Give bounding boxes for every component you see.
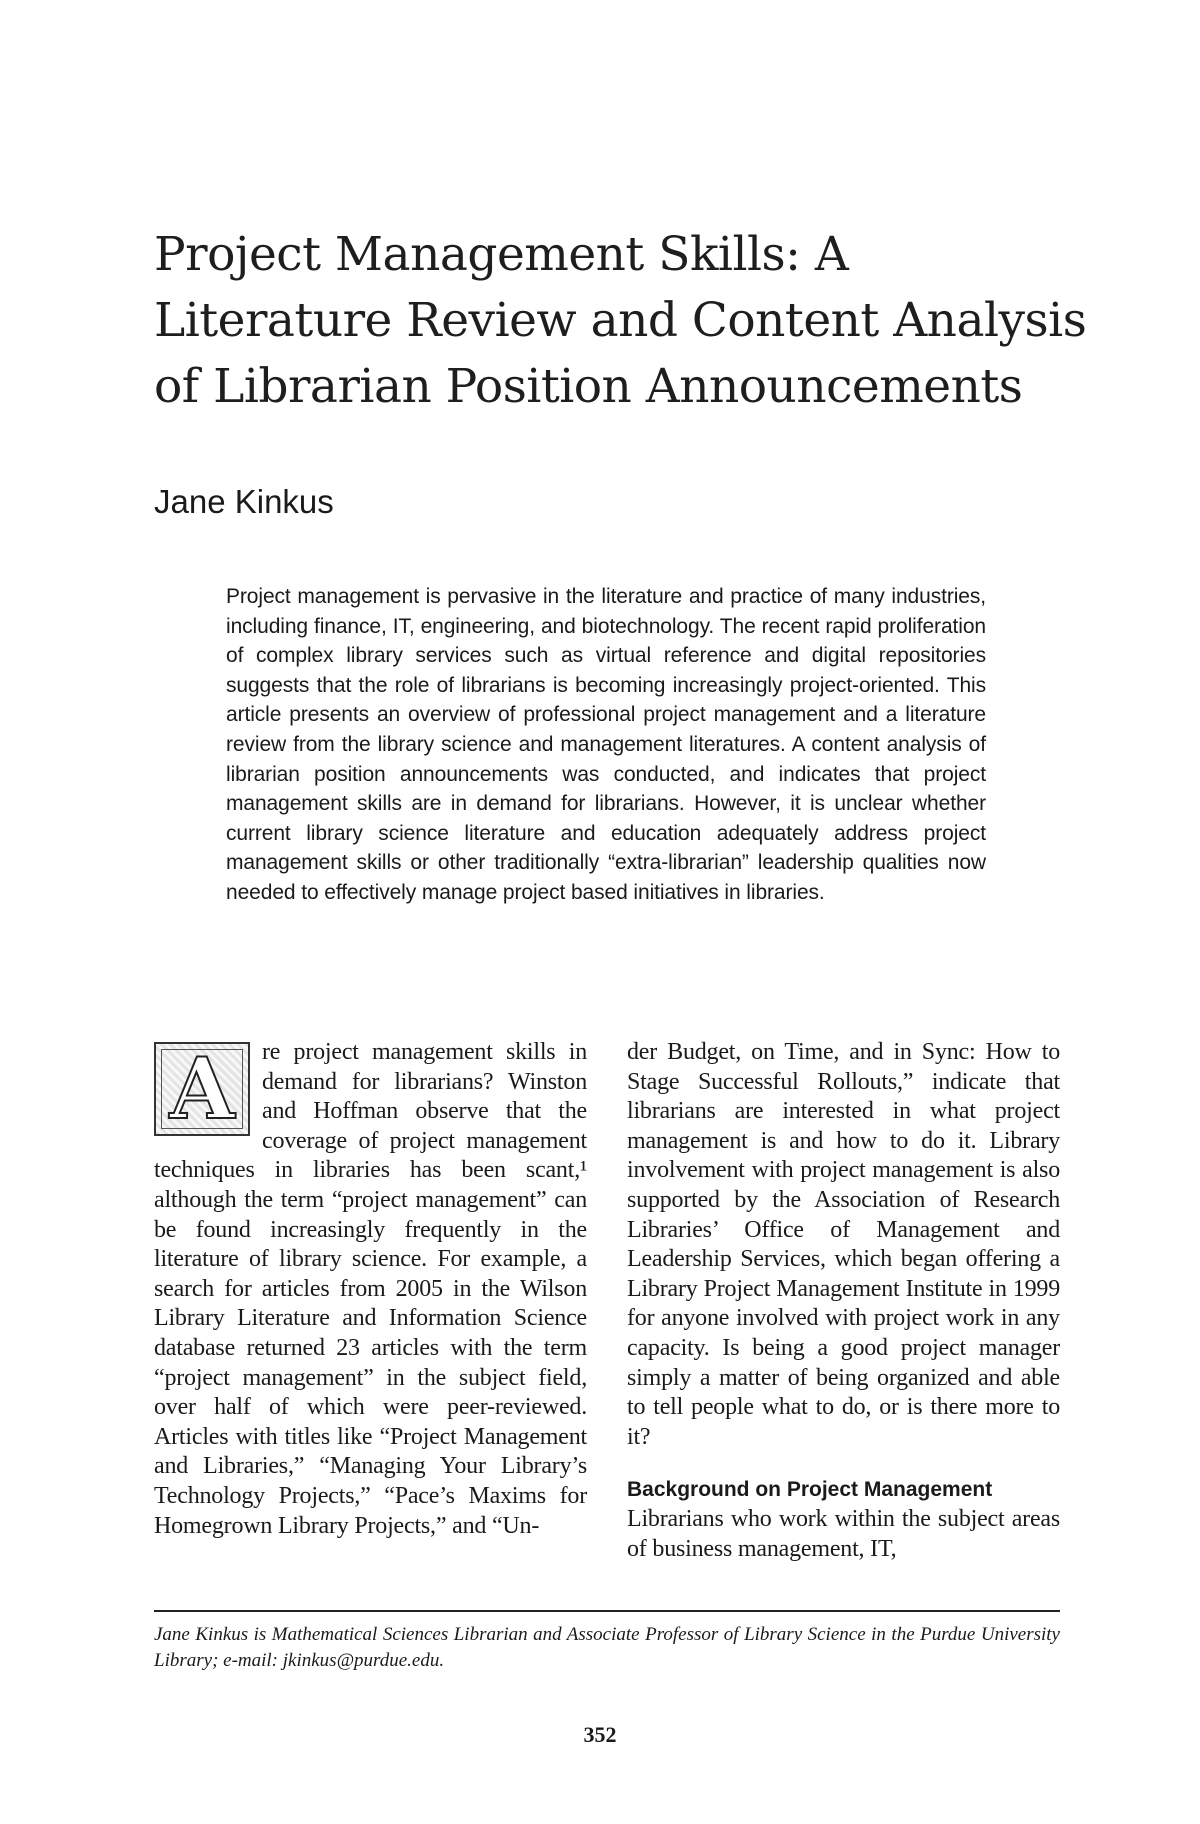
drop-cap-letter: A [169, 1039, 235, 1138]
page-number: 352 [583, 1722, 617, 1747]
section-paragraph: Librarians who work within the subject areas of business management, IT, [627, 1505, 1060, 1562]
body-column-left [154, 1038, 587, 1541]
drop-cap-frame [161, 1039, 243, 1138]
body-column-right [627, 1038, 1060, 1564]
author-footnote: Jane Kinkus is Mathematical Sciences Librarian and Associate Professor of Library Science in the Purdue University Library; e-mail: jkinkus@purdue.edu. [154, 1624, 1060, 1671]
drop-cap-ornament [154, 1039, 250, 1138]
body-paragraph-continued: der Budget, on Time, and in Sync: How to Stage Successful Rollouts,” indicate that librarians are interested in what project management is and how to do it. Library involvement with project management is also supported by the Association of Research Libraries’ Office of Management and Leadership Services, which began offering a Library Project Management Institute in 1999 for anyone involved with project work in any capacity. Is being a good project manager simply a matter of being organized and able to tell people what to do, or is there more to it? [627, 1039, 1060, 1450]
body-paragraph-intro: re project management skills in demand for librarians? Winston and Hoffman observe that the coverage of project management techniques in libraries has been scant,¹ although the term “project management” can be found increasingly frequently in the literature of library science. For example, a search for articles from 2005 in the Wilson Library Literature and Information Science database returned 23 articles with the term “project management” in the subject field, over half of which were peer-reviewed. Articles with titles like “Project Management and Libraries,” “Managing Your Library’s Technology Projects,” “Pace’s Maxims for Homegrown Library Projects,” and “Un- [154, 1039, 587, 1539]
article-title: Project Management Skills: A Literature Review and Content Analysis of Librarian Position Announcements [154, 227, 1087, 414]
author-name: Jane Kinkus [154, 483, 334, 520]
abstract: Project management is pervasive in the literature and practice of many industries, including finance, IT, engineering, and biotechnology. The recent rapid proliferation of complex library services such as virtual reference and digital repositories suggests that the role of librarians is becoming increasingly project-oriented. This article presents an overview of professional project management and a literature review from the library science and management literatures. A content analysis of librarian position announcements was conducted, and indicates that project management skills are in demand for librarians. However, it is unclear whether current library science literature and education adequately address project management skills or other traditionally “extra-librarian” leadership qualities now needed to effectively manage project based initiatives in libraries. [226, 585, 986, 904]
section-heading: Background on Project Management [627, 1478, 993, 1502]
footnote-divider [154, 1610, 1060, 1612]
